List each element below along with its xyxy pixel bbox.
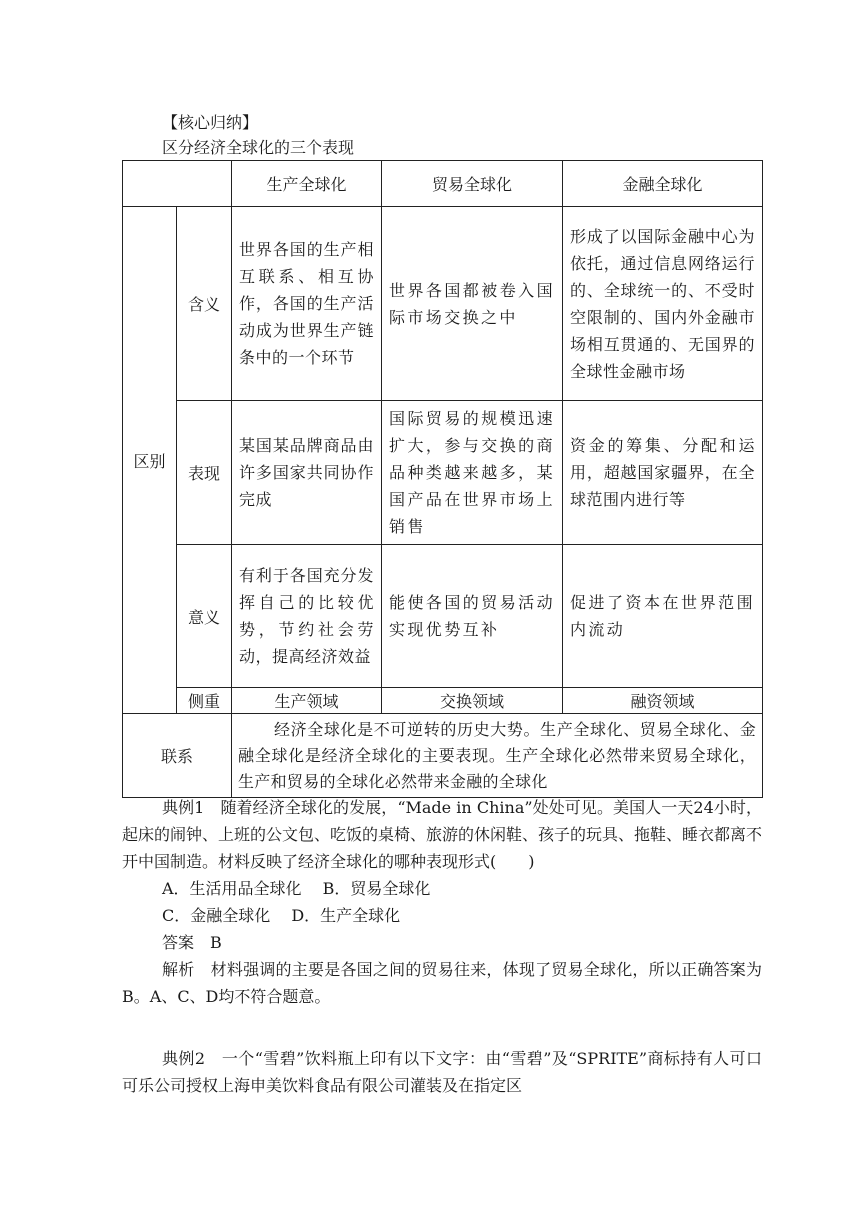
example-1-options-cd: C．金融全球化 D．生产全球化 [162,906,401,925]
cell-text: 世界各国都被卷入国际市场交换之中 [389,280,555,327]
example-1-options-ab: A．生活用品全球化 B．贸易全球化 [162,879,431,898]
cell-text: 形成了以国际金融中心为依托，通过信息网络运行的、全球统一的、不受时空限制的、国内外金融市场相互贯通的、无国界的全球性金融市场 [570,226,755,381]
table-caption: 区分经济全球化的三个表现 [162,138,355,157]
table-row-connection [123,714,763,798]
header-trade: 贸易全球化 [382,161,563,207]
example-1 [122,794,762,1010]
cell-finance-focus: 融资领域 [563,688,763,714]
cell-finance-meaning [563,207,763,401]
cell-text: 世界各国的生产相互联系、相互协作，各国的生产活动成为世界生产链条中的一个环节 [239,240,374,367]
cell-trade-significance [382,545,563,688]
cell-text: 有利于各国充分发挥自己的比较优势，节约社会劳动，提高经济效益 [239,566,374,666]
cell-finance-manifestation [563,401,763,545]
comparison-table [122,160,763,798]
cell-finance-significance [563,545,763,688]
row-label-manifestation: 表现 [177,401,232,545]
group-label-difference: 区别 [123,207,177,714]
cell-text: 促进了资本在世界范围内流动 [570,593,755,639]
header-empty-cell [123,161,232,207]
table-row-focus [123,688,763,714]
section-heading: 【核心归纳】 [162,113,259,132]
connection-text: 经济全球化是不可逆转的历史大势。生产全球化、贸易全球化、金融全球化是经济全球化的主要表现。生产全球化必然带来贸易全球化，生产和贸易的全球化必然带来金融的全球化 [238,719,756,791]
table-row-significance [123,545,763,688]
example-1-answer: 答案 B [162,933,222,952]
row-label-significance: 意义 [177,545,232,688]
header-production: 生产全球化 [232,161,382,207]
table-row-meaning [123,207,763,401]
cell-trade-focus: 交换领域 [382,688,563,714]
table-row-manifestation [123,401,763,545]
example-1-analysis: 解析 材料强调的主要是各国之间的贸易往来，体现了贸易全球化，所以正确答案为B。A、C、D均不符合题意。 [122,960,762,1006]
row-label-focus: 侧重 [177,688,232,714]
cell-production-meaning [232,207,382,401]
cell-production-manifestation [232,401,382,545]
table-header-row [123,161,763,207]
example-2 [122,1045,762,1099]
row-label-meaning: 含义 [177,207,232,401]
cell-production-significance [232,545,382,688]
cell-production-focus: 生产领域 [232,688,382,714]
cell-text: 能使各国的贸易活动实现优势互补 [389,593,555,639]
cell-trade-manifestation [382,401,563,545]
row-label-connection: 联系 [123,714,232,798]
example-1-question: 典例1 随着经济全球化的发展，“Made in China”处处可见。美国人一天24小时，起床的闹钟、上班的公文包、吃饭的桌椅、旅游的休闲鞋、孩子的玩具、拖鞋、睡衣都离不开中国制造。材料反映了经济全球化的哪种表现形式( ) [122,798,763,871]
cell-text: 资金的筹集、分配和运用，超越国家疆界，在全球范围内进行等 [570,436,755,509]
cell-connection [232,714,763,798]
cell-text: 某国某品牌商品由许多国家共同协作完成 [239,436,374,509]
header-finance: 金融全球化 [563,161,763,207]
cell-text: 国际贸易的规模迅速扩大，参与交换的商品种类越来越多，某国产品在世界市场上销售 [389,409,555,536]
example-2-question: 典例2 一个“雪碧”饮料瓶上印有以下文字：由“雪碧”及“SPRITE”商标持有人可口可乐公司授权上海申美饮料食品有限公司灌装及在指定区 [122,1049,762,1095]
cell-trade-meaning [382,207,563,401]
